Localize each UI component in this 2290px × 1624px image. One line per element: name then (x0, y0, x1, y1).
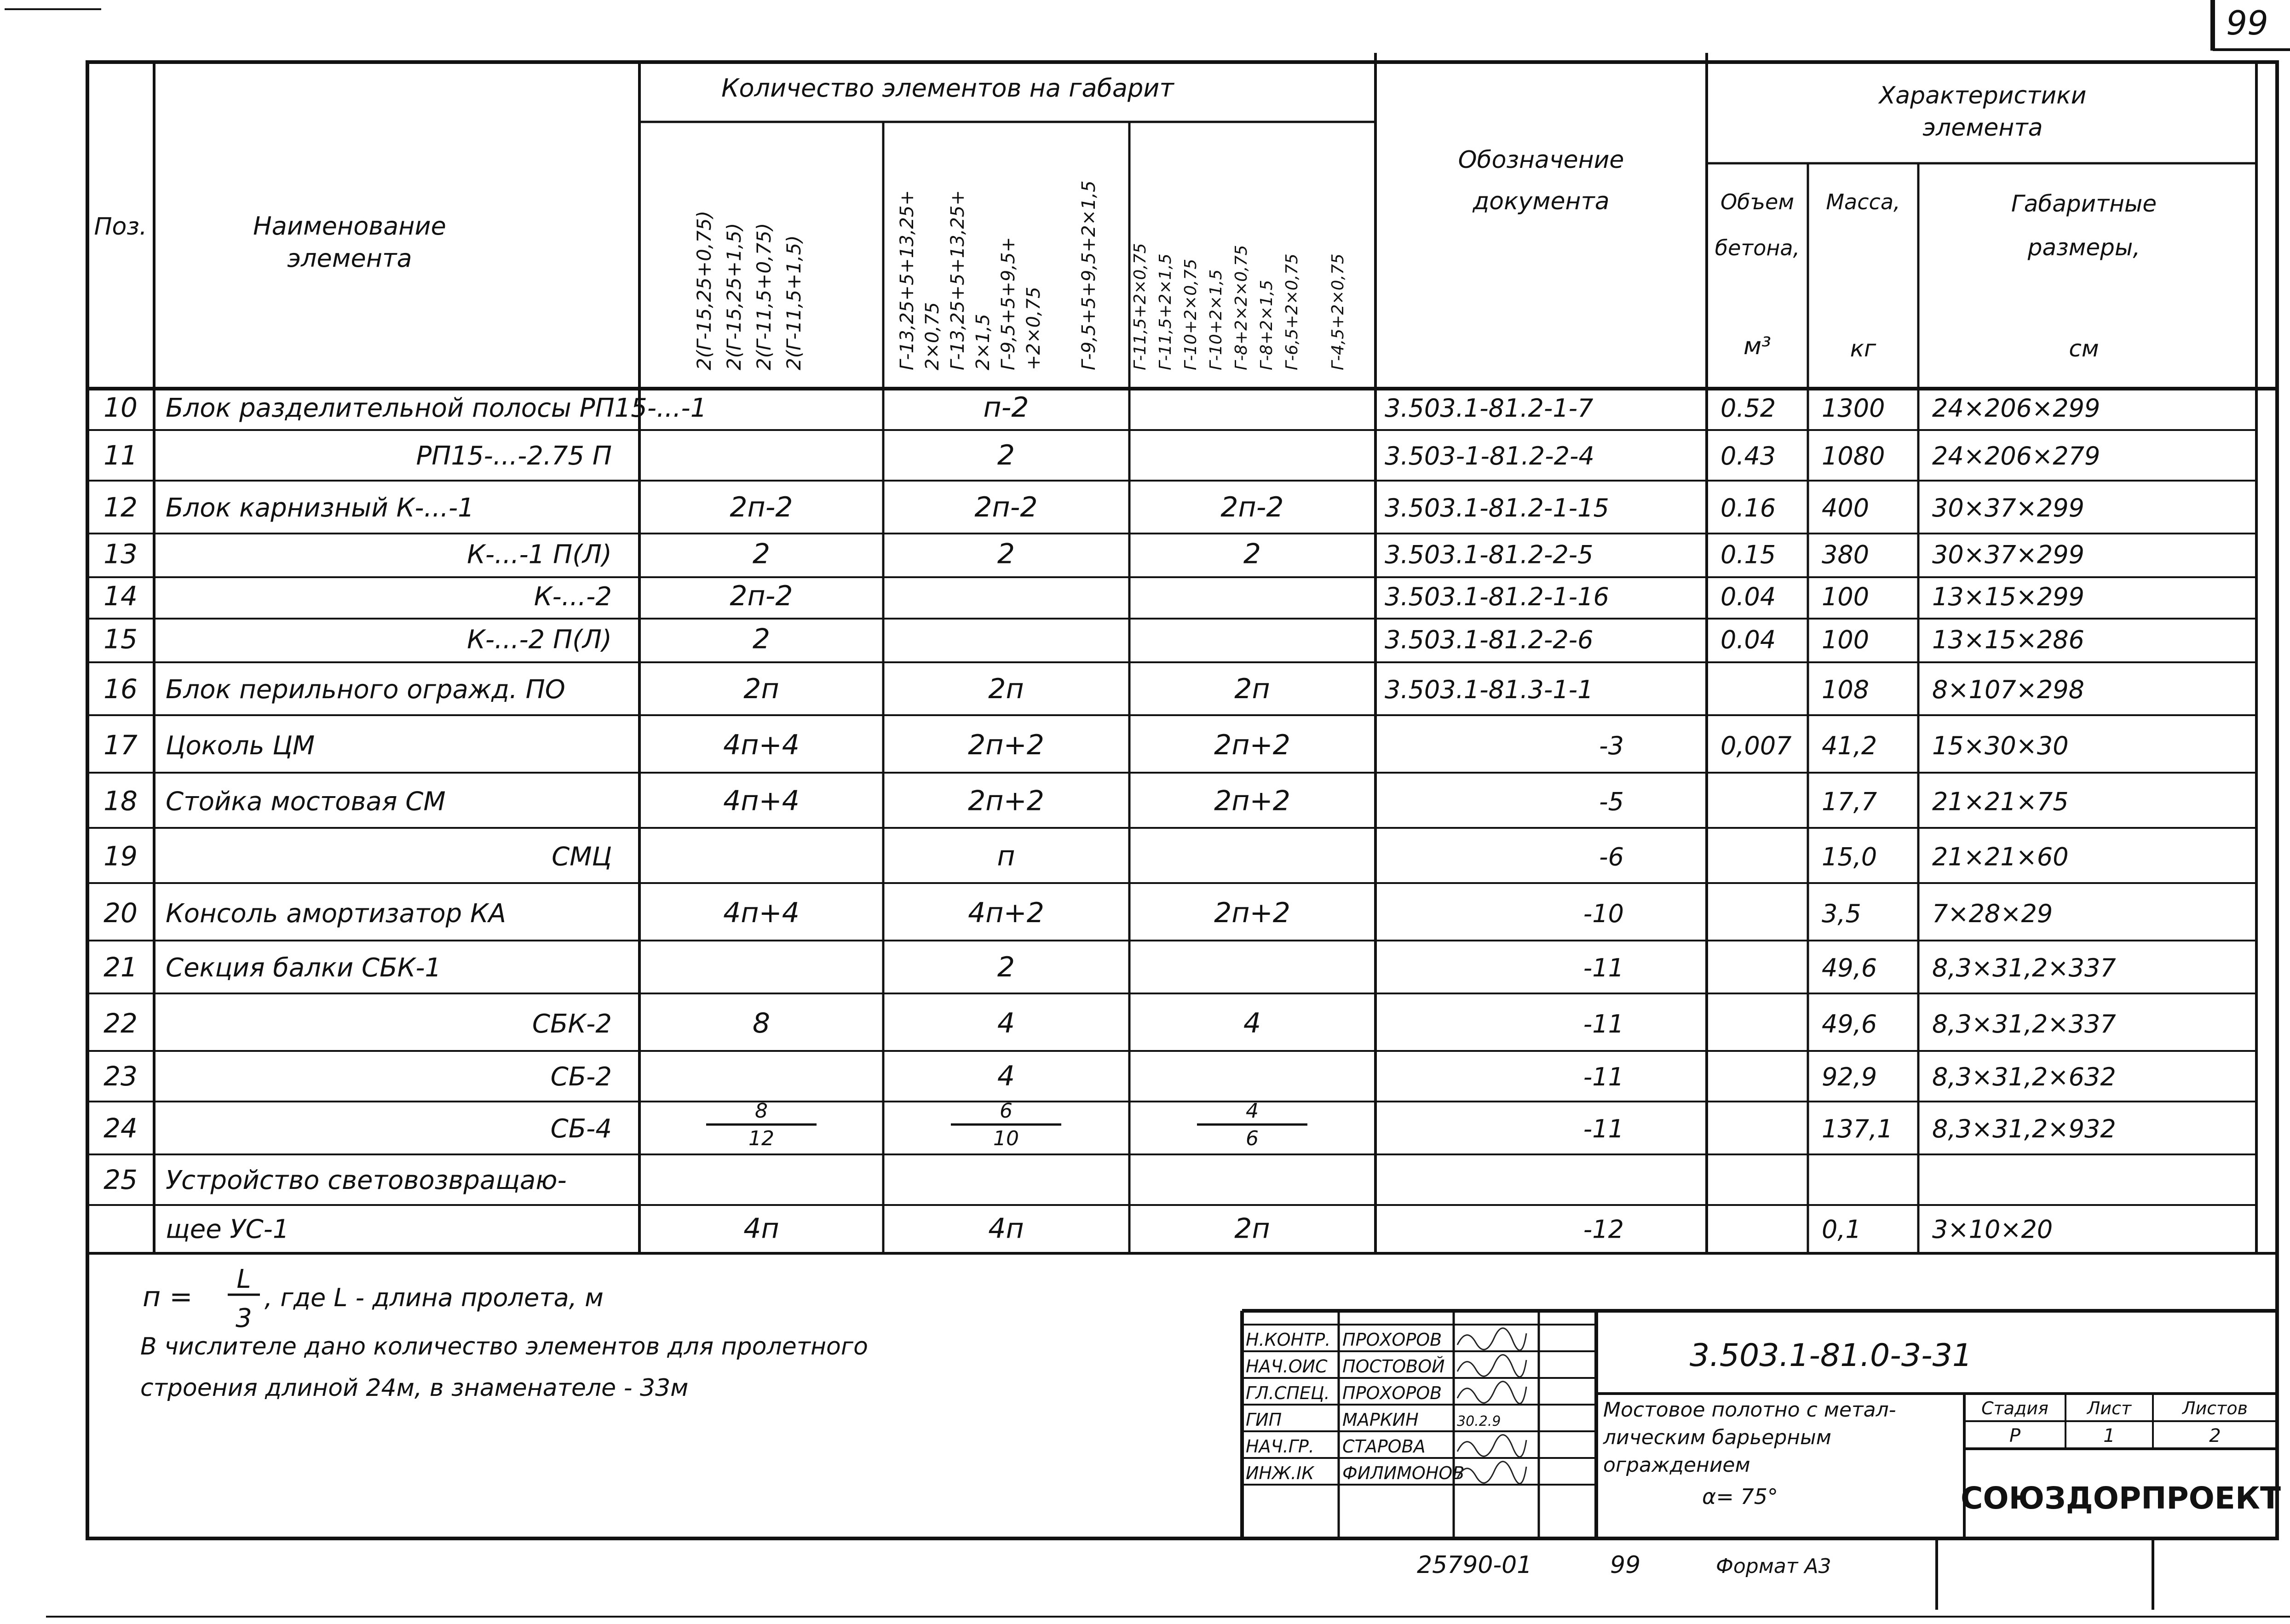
row-volume: 0.15 (1720, 540, 1776, 569)
row-mass: 1080 (1822, 441, 1885, 471)
row-mass: 92,9 (1822, 1062, 1877, 1091)
stamp-name: ФИЛИМОНОВ (1342, 1463, 1465, 1483)
svg-text:Г-9,5+5+9,5+: Г-9,5+5+9,5+ (998, 237, 1019, 370)
row-position: 11 (104, 439, 138, 471)
row-position: 18 (104, 785, 138, 817)
sheets-value: 2 (2209, 1425, 2221, 1446)
row-dimensions: 3×10×20 (1932, 1215, 2053, 1244)
specification-rows (104, 391, 2116, 1245)
row-position: 21 (104, 952, 138, 983)
row-position: 13 (104, 538, 138, 570)
row-mass: 41,2 (1822, 731, 1877, 760)
row-dimensions: 13×15×299 (1932, 582, 2084, 612)
row-position: 12 (104, 492, 138, 523)
row-document: -5 (1599, 787, 1624, 816)
row-dimensions: 7×28×29 (1932, 899, 2053, 928)
stamp-role: ИНЖ.ІК (1246, 1463, 1314, 1483)
row-dimensions: 24×206×299 (1932, 394, 2100, 423)
header-dims-line1: Габаритные (2011, 190, 2157, 217)
row-qty-q1: 2 (752, 623, 771, 655)
stamp-role: Н.КОНТР. (1246, 1330, 1331, 1350)
row-element-name: Блок разделительной полосы РП15-...-1 (166, 393, 707, 424)
note-n-suffix: , где L - длина пролета, м (265, 1283, 604, 1312)
row-mass: 17,7 (1822, 787, 1877, 816)
footer (46, 1538, 2290, 1617)
row-position: 20 (104, 897, 138, 929)
row-qty-q3: 2п (1234, 673, 1270, 706)
title-angle: α= 75° (1702, 1484, 1778, 1509)
row-dimensions: 8,3×31,2×337 (1932, 1010, 2116, 1039)
row-document: 3.503.1-81.3-1-1 (1385, 675, 1594, 705)
row-qty-q3: 2п (1234, 1212, 1270, 1245)
row-volume: 0.04 (1720, 582, 1776, 612)
header-name-line2: элемента (287, 244, 412, 273)
row-dimensions: 30×37×299 (1932, 494, 2084, 523)
row-qty-q3: 2 (1243, 538, 1261, 570)
row-dimensions: 8,3×31,2×932 (1932, 1114, 2116, 1144)
title-line2: лическим барьерным (1603, 1426, 1831, 1449)
stamp-name: ПРОХОРОВ (1342, 1330, 1442, 1350)
row-qty-q1: 2п (743, 673, 779, 706)
sheets-label: Листов (2182, 1398, 2248, 1418)
svg-text:Г-6,5+2×0,75: Г-6,5+2×0,75 (1283, 253, 1301, 370)
row-element-name: К-...-1 П(Л) (467, 539, 612, 570)
header-mass-label: Масса, (1826, 189, 1900, 214)
row-position: 24 (104, 1113, 138, 1144)
stamp-role: НАЧ.ГР. (1246, 1436, 1314, 1457)
row-element-name: Консоль амортизатор КА (166, 899, 506, 929)
row-position: 19 (104, 840, 138, 872)
paper-format: Формат А3 (1716, 1555, 1831, 1578)
row-document: -12 (1583, 1215, 1624, 1244)
row-document: -3 (1599, 731, 1624, 760)
header-doc-line1: Обозначение (1458, 146, 1624, 174)
signature-mark (1457, 1382, 1526, 1404)
row-mass: 137,1 (1822, 1114, 1893, 1144)
row-qty-q2: 4п (988, 1212, 1024, 1245)
svg-text:Г-8+2×1,5: Г-8+2×1,5 (1257, 280, 1276, 370)
qty-col3-headings (1131, 243, 1347, 370)
row-mass: 0,1 (1822, 1215, 1861, 1244)
row-qty-q3: 2п+2 (1214, 785, 1290, 817)
row-dimensions: 21×21×75 (1932, 787, 2069, 816)
svg-text:Г-13,25+5+13,25+: Г-13,25+5+13,25+ (897, 190, 918, 370)
stage-label: Стадия (1981, 1398, 2048, 1418)
row-qty-q2: 2п (988, 673, 1024, 706)
row-document: -10 (1583, 899, 1624, 928)
row-qty-numerator-q1: 8 (755, 1099, 768, 1123)
title-line3: ограждением (1603, 1453, 1750, 1477)
title-block (1242, 1311, 2281, 1538)
svg-text:Г-4,5+2×0,75: Г-4,5+2×0,75 (1329, 253, 1347, 370)
row-position: 16 (104, 673, 138, 705)
row-document: 3.503-1-81.2-2-4 (1385, 441, 1594, 471)
signature-mark (1457, 1355, 1526, 1377)
row-volume: 0.16 (1720, 494, 1776, 523)
row-dimensions: 24×206×279 (1932, 441, 2100, 471)
header-char-line1: Характеристики (1879, 82, 2087, 109)
svg-text:2×0,75: 2×0,75 (922, 302, 943, 370)
row-qty-q2: 4 (997, 1007, 1015, 1039)
row-position: 22 (104, 1008, 138, 1039)
row-qty-denominator-q1: 12 (748, 1127, 774, 1150)
stamp-name: ПРОХОРОВ (1342, 1383, 1442, 1403)
row-document: 3.503.1-81.2-1-16 (1385, 582, 1609, 612)
row-document: -11 (1583, 953, 1624, 983)
row-qty-q2: 2п+2 (968, 785, 1044, 817)
row-qty-q2: 2 (997, 439, 1015, 471)
sheet-label: Лист (2087, 1398, 2132, 1418)
note-n-prefix: п = (143, 1281, 193, 1313)
row-qty-q2: п-2 (983, 391, 1029, 424)
stamp-role: ГИП (1246, 1410, 1282, 1430)
row-volume: 0.52 (1720, 394, 1776, 423)
row-dimensions: 8×107×298 (1932, 675, 2084, 705)
row-document: 3.503.1-81.2-1-15 (1385, 494, 1609, 523)
row-mass: 15,0 (1822, 842, 1877, 872)
svg-text:2(Г-11,5+1,5): 2(Г-11,5+1,5) (783, 235, 805, 370)
row-mass: 1300 (1822, 394, 1885, 423)
header-dims-unit: см (2069, 335, 2099, 362)
signature-mark (1457, 1328, 1526, 1350)
row-qty-q1: 2п-2 (730, 580, 793, 613)
row-qty-q1: 8 (752, 1007, 771, 1039)
stamp-role: ГЛ.СПЕЦ. (1246, 1383, 1330, 1403)
row-element-name: щее УС-1 (166, 1214, 289, 1245)
svg-text:2×1,5: 2×1,5 (972, 314, 994, 370)
inventory-number: 25790-01 (1417, 1551, 1532, 1579)
row-dimensions: 13×15×286 (1932, 625, 2084, 654)
note-line3: строения длиной 24м, в знаменателе - 33м (140, 1374, 689, 1402)
row-position: 14 (104, 580, 138, 612)
row-element-name: Цоколь ЦМ (166, 731, 315, 761)
row-dimensions: 8,3×31,2×632 (1932, 1062, 2116, 1091)
stamp-date: 30.2.9 (1457, 1413, 1501, 1429)
svg-text:Г-10+2×1,5: Г-10+2×1,5 (1207, 269, 1226, 370)
stamp-name: МАРКИН (1342, 1410, 1419, 1430)
row-qty-q2: 4п+2 (968, 897, 1044, 929)
row-qty-q2: 4 (997, 1060, 1015, 1092)
header-doc-line2: документа (1473, 188, 1610, 215)
row-element-name: СБК-2 (532, 1009, 612, 1039)
row-position: 25 (104, 1164, 138, 1195)
footer-page: 99 (1610, 1551, 1641, 1579)
row-document: 3.503.1-81.2-1-7 (1385, 394, 1594, 423)
row-position: 17 (104, 729, 138, 761)
header-qty-group: Количество элементов на габарит (721, 74, 1174, 103)
header-pos: Поз. (94, 213, 147, 241)
row-qty-denominator-q3: 6 (1246, 1127, 1259, 1150)
row-qty-numerator-q3: 4 (1246, 1099, 1259, 1123)
svg-text:Г-10+2×0,75: Г-10+2×0,75 (1181, 258, 1200, 370)
row-position: 15 (104, 623, 138, 655)
row-mass: 108 (1822, 675, 1870, 705)
row-document: -6 (1599, 842, 1624, 872)
row-element-name: Блок перильного огражд. ПО (166, 675, 565, 705)
signature-mark (1457, 1435, 1526, 1457)
row-qty-q2: 2 (997, 538, 1015, 570)
row-qty-q2: 2 (997, 951, 1015, 984)
header-mass-unit: кг (1850, 335, 1876, 362)
row-document: 3.503.1-81.2-2-6 (1385, 625, 1594, 654)
svg-text:Г-13,25+5+13,25+: Г-13,25+5+13,25+ (947, 190, 968, 370)
header-name-line1: Наименование (253, 212, 446, 241)
stamp-name: ПОСТОВОЙ (1342, 1356, 1445, 1377)
header-dims-line2: размеры, (2027, 234, 2140, 261)
row-qty-q2: п (997, 840, 1015, 872)
note-n-denominator: 3 (236, 1303, 252, 1333)
qty-col2-headings (897, 180, 1099, 370)
row-mass: 49,6 (1822, 1010, 1877, 1039)
row-document: 3.503.1-81.2-2-5 (1385, 540, 1594, 569)
sheet-value: 1 (2103, 1425, 2115, 1446)
row-element-name: Стойка мостовая СМ (166, 786, 446, 817)
row-qty-q1: 4п+4 (723, 729, 800, 761)
row-mass: 380 (1822, 540, 1870, 569)
row-document: -11 (1583, 1062, 1624, 1091)
header-char-line2: элемента (1922, 114, 2043, 142)
row-mass: 100 (1822, 582, 1870, 612)
doc-code: 3.503.1-81.0-3-31 (1689, 1337, 1973, 1374)
row-element-name: Блок карнизный К-...-1 (166, 493, 474, 523)
header-volume-unit: м³ (1743, 333, 1772, 360)
row-qty-q1: 2 (752, 538, 771, 570)
row-dimensions: 8,3×31,2×337 (1932, 953, 2116, 983)
row-qty-q1: 4п+4 (723, 785, 800, 817)
row-volume: 0.43 (1720, 441, 1776, 471)
row-qty-q2: 2п+2 (968, 729, 1044, 761)
row-element-name: Секция балки СБК-1 (166, 953, 442, 983)
row-mass: 400 (1822, 494, 1870, 523)
row-volume: 0.04 (1720, 625, 1776, 654)
row-dimensions: 30×37×299 (1932, 540, 2084, 569)
svg-text:Г-9,5+5+9,5+2×1,5: Г-9,5+5+9,5+2×1,5 (1078, 180, 1099, 370)
note-n-numerator: L (236, 1264, 251, 1294)
signature-rows (1242, 1325, 1596, 1485)
row-qty-q3: 2п+2 (1214, 729, 1290, 761)
header-volume-line2: бетона, (1715, 235, 1800, 260)
row-element-name: К-...-2 (534, 582, 612, 612)
row-element-name: СБ-4 (550, 1114, 612, 1144)
row-qty-q2: 2п-2 (974, 491, 1038, 524)
title-line1: Мостовое полотно с метал- (1603, 1398, 1896, 1422)
sheet-number: 99 (2226, 4, 2268, 42)
svg-text:+2×0,75: +2×0,75 (1023, 287, 1044, 370)
stamp-name: СТАРОВА (1342, 1436, 1426, 1457)
svg-text:Г-8+2×2×0,75: Г-8+2×2×0,75 (1232, 245, 1251, 370)
row-volume: 0,007 (1720, 731, 1792, 760)
row-qty-q1: 4п+4 (723, 897, 800, 929)
qty-col1-headings (693, 211, 805, 370)
note-line2: В числителе дано количество элементов для пролетного (140, 1333, 868, 1360)
row-element-name: Устройство световозвращаю- (166, 1165, 567, 1195)
row-qty-q1: 4п (743, 1212, 779, 1245)
row-qty-q1: 2п-2 (730, 491, 793, 524)
stamp-role: НАЧ.ОИС (1246, 1356, 1328, 1377)
row-dimensions: 21×21×60 (1932, 842, 2069, 872)
notes (140, 1264, 868, 1402)
row-qty-numerator-q2: 6 (1000, 1099, 1013, 1123)
row-position: 10 (104, 392, 138, 424)
signature-mark (1457, 1462, 1526, 1484)
organization-name: СОЮЗДОРПРОЕКТ (1961, 1481, 2281, 1516)
row-element-name: СБ-2 (550, 1062, 612, 1092)
row-dimensions: 15×30×30 (1932, 731, 2069, 760)
row-qty-q3: 2п-2 (1220, 491, 1284, 524)
row-mass: 3,5 (1822, 899, 1861, 928)
row-qty-q3: 4 (1243, 1007, 1261, 1039)
row-mass: 49,6 (1822, 953, 1877, 983)
stage-value: Р (2009, 1425, 2021, 1446)
svg-text:2(Г-11,5+0,75): 2(Г-11,5+0,75) (753, 223, 775, 370)
row-document: -11 (1583, 1114, 1624, 1144)
row-element-name: К-...-2 П(Л) (467, 625, 612, 655)
row-element-name: РП15-...-2.75 П (416, 441, 612, 471)
svg-text:Г-11,5+2×0,75: Г-11,5+2×0,75 (1131, 243, 1150, 370)
svg-text:Г-11,5+2×1,5: Г-11,5+2×1,5 (1156, 253, 1175, 370)
svg-text:2(Г-15,25+1,5): 2(Г-15,25+1,5) (723, 223, 745, 370)
row-element-name: СМЦ (552, 842, 612, 872)
row-qty-q3: 2п+2 (1214, 897, 1290, 929)
row-position: 23 (104, 1060, 138, 1092)
row-document: -11 (1583, 1010, 1624, 1039)
svg-text:2(Г-15,25+0,75): 2(Г-15,25+0,75) (693, 211, 715, 370)
header-volume-line1: Объем (1720, 189, 1795, 214)
row-qty-denominator-q2: 10 (993, 1127, 1019, 1150)
row-mass: 100 (1822, 625, 1870, 654)
